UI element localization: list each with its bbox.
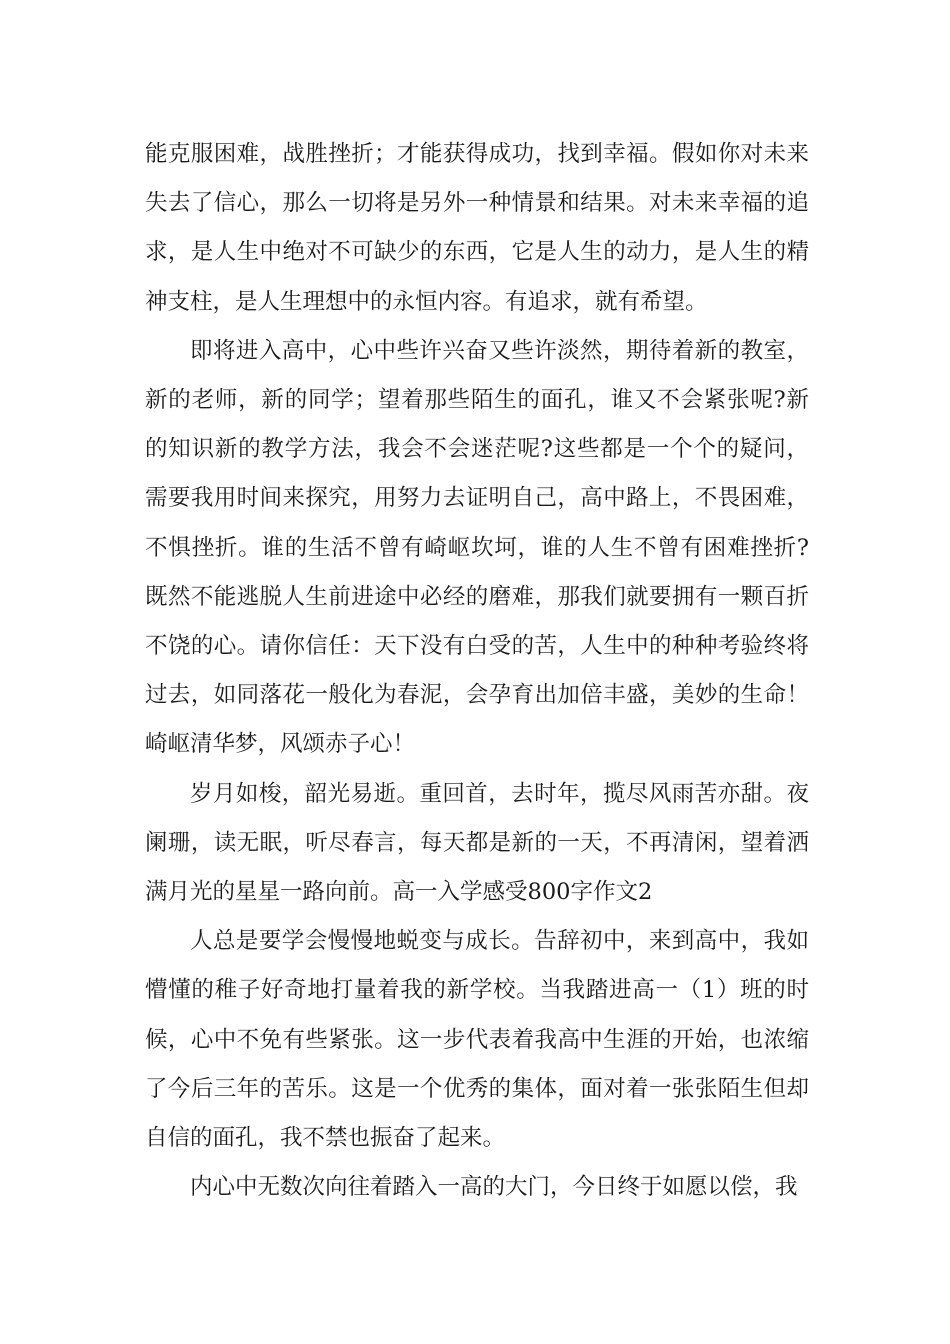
paragraph-4: 人总是要学会慢慢地蜕变与成长。告辞初中，来到高中，我如懵懂的稚子好奇地打量着我的新学校。当我踏进高一（1）班的时候，心中不免有些紧张。这一步代表着我高中生涯的开始，也浓缩了今后三年的苦乐。这是一个优秀的集体，面对着一张张陌生但却自信的面孔，我不禁也振奋了起来。 [145, 928, 809, 1152]
paragraph-3: 岁月如梭，韶光易逝。重回首，去时年，揽尽风雨苦亦甜。夜阑珊，读无眠，听尽春言，每天都是新的一天，不再清闲，望着洒满月光的星星一路向前。高一入学感受800字作文2 [145, 780, 809, 906]
paragraph-5: 内心中无数次向往着踏入一高的大门，今日终于如愿以偿，我 [190, 1174, 798, 1201]
paragraph-2: 即将进入高中，心中些许兴奋又些许淡然，期待着新的教室，新的老师，新的同学；望着那些陌生的面孔，谁又不会紧张呢?新的知识新的教学方法，我会不会迷茫呢?这些都是一个个的疑问，需要我用时间来探究，用努力去证明自己，高中路上，不畏困难，不惧挫折。谁的生活不曾有崎岖坎坷，谁的人生不曾有困难挫折?既然不能逃脱人生前进途中必经的磨难，那我们就要拥有一颗百折不饶的心。请你信任：天下没有白受的苦，人生中的种种考验终将过去，如同落花一般化为春泥，会孕育出加倍丰盛，美妙的生命！崎岖清华梦，风颂赤子心！ [145, 337, 809, 758]
paragraph-1: 能克服困难，战胜挫折；才能获得成功，找到幸福。假如你对未来失去了信心，那么一切将是另外一种情景和结果。对未来幸福的追求，是人生中绝对不可缺少的东西，它是人生的动力，是人生的精神支柱，是人生理想中的永恒内容。有追求，就有希望。 [145, 141, 809, 315]
document-body [145, 130, 809, 1212]
